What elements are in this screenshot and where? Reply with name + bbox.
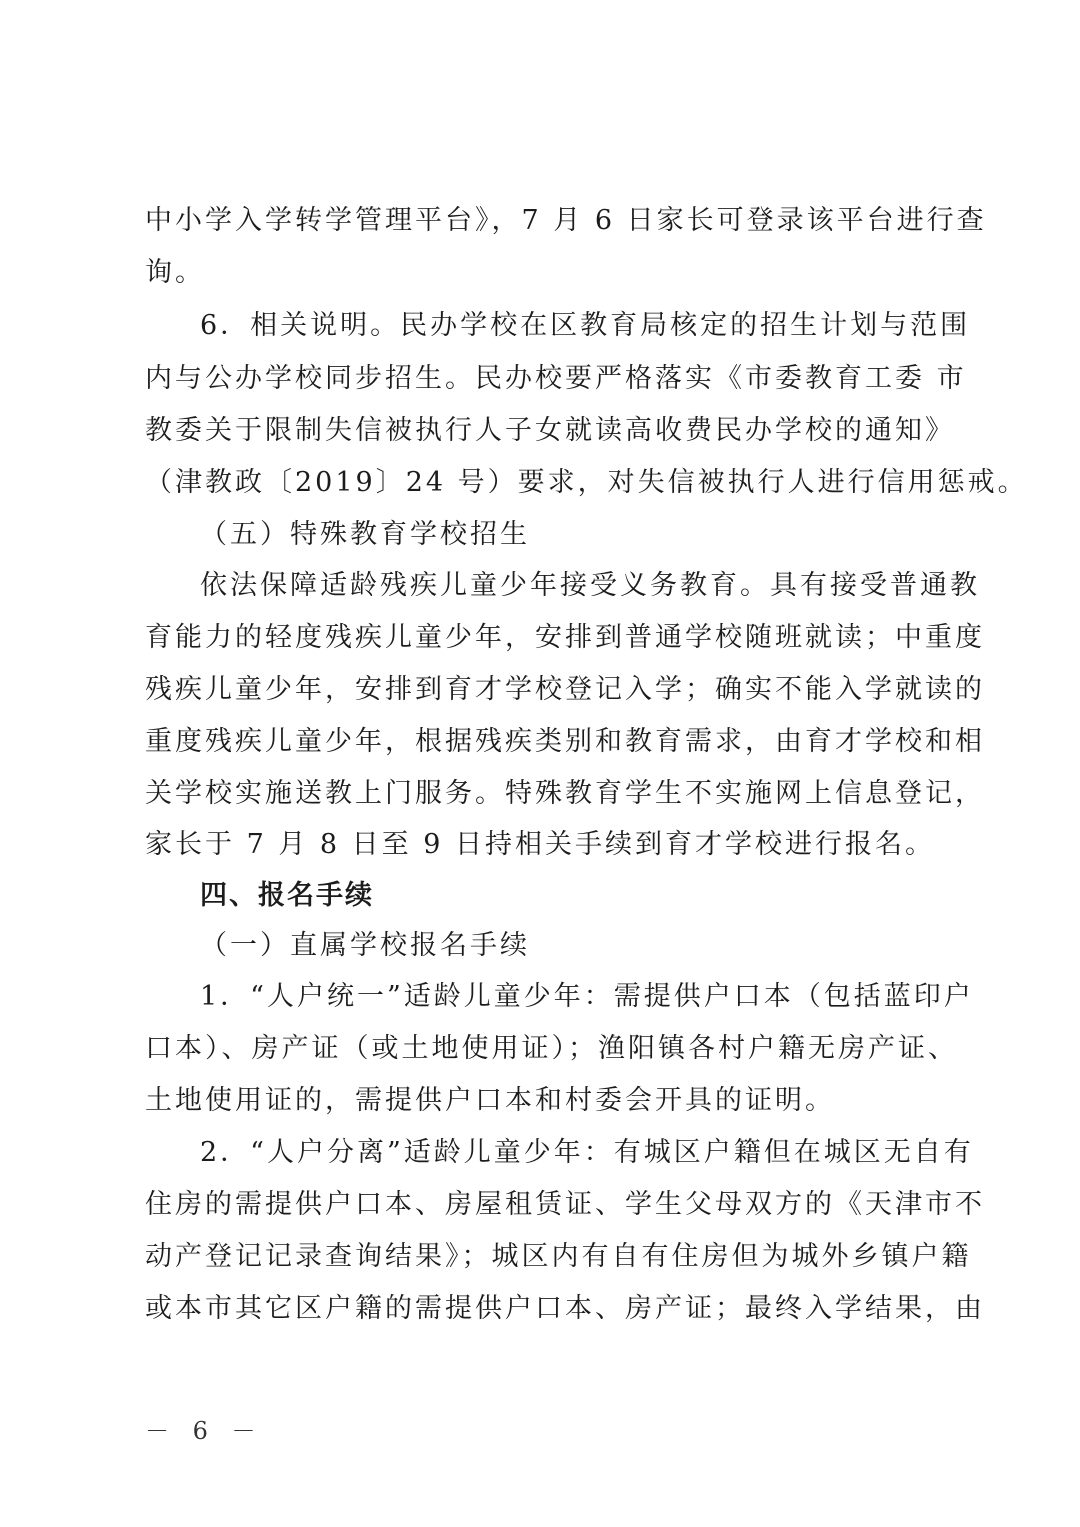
body-line: 内与公办学校同步招生。民办校要严格落实《市委教育工委 市 <box>145 363 967 394</box>
body-line: 1．“人户统一”适龄儿童少年：需提供户口本（包括蓝印户 <box>200 981 974 1012</box>
body-line: 或本市其它区户籍的需提供户口本、房产证；最终入学结果，由 <box>145 1293 985 1324</box>
body-line: 家长于 7 月 8 日至 9 日持相关手续到育才学校进行报名。 <box>145 829 936 860</box>
body-line: 住房的需提供户口本、房屋租赁证、学生父母双方的《天津市不 <box>145 1189 985 1220</box>
body-line: 中小学入学转学管理平台》，7 月 6 日家长可登录该平台进行查 <box>145 205 987 236</box>
body-line: 依法保障适龄残疾儿童少年接受义务教育。具有接受普通教 <box>200 570 980 601</box>
page-number: － 6 － <box>145 1417 264 1445</box>
body-line: （津教政〔2019〕24 号）要求，对失信被执行人进行信用惩戒。 <box>145 467 1028 498</box>
body-line: 2．“人户分离”适龄儿童少年：有城区户籍但在城区无自有 <box>200 1137 974 1168</box>
section-heading: 四、报名手续 <box>200 880 374 911</box>
body-line: 动产登记记录查询结果》；城区内有自有住房但为城外乡镇户籍 <box>145 1241 972 1272</box>
body-line: 口本）、房产证（或土地使用证）；渔阳镇各村户籍无房产证、 <box>145 1033 958 1064</box>
body-line: 重度残疾儿童少年，根据残疾类别和教育需求，由育才学校和相 <box>145 726 985 757</box>
body-line: 残疾儿童少年，安排到育才学校登记入学；确实不能入学就读的 <box>145 674 985 705</box>
body-line: 关学校实施送教上门服务。特殊教育学生不实施网上信息登记， <box>145 778 985 809</box>
body-line: 土地使用证的，需提供户口本和村委会开具的证明。 <box>145 1085 835 1116</box>
section-subheading: （五）特殊教育学校招生 <box>200 519 530 550</box>
body-line: 6．相关说明。民办学校在区教育局核定的招生计划与范围 <box>200 310 971 341</box>
body-line: 教委关于限制失信被执行人子女就读高收费民办学校的通知》 <box>145 415 955 446</box>
body-line: 询。 <box>145 257 205 288</box>
body-line: 育能力的轻度残疾儿童少年，安排到普通学校随班就读；中重度 <box>145 622 985 653</box>
section-subheading: （一）直属学校报名手续 <box>200 930 530 961</box>
